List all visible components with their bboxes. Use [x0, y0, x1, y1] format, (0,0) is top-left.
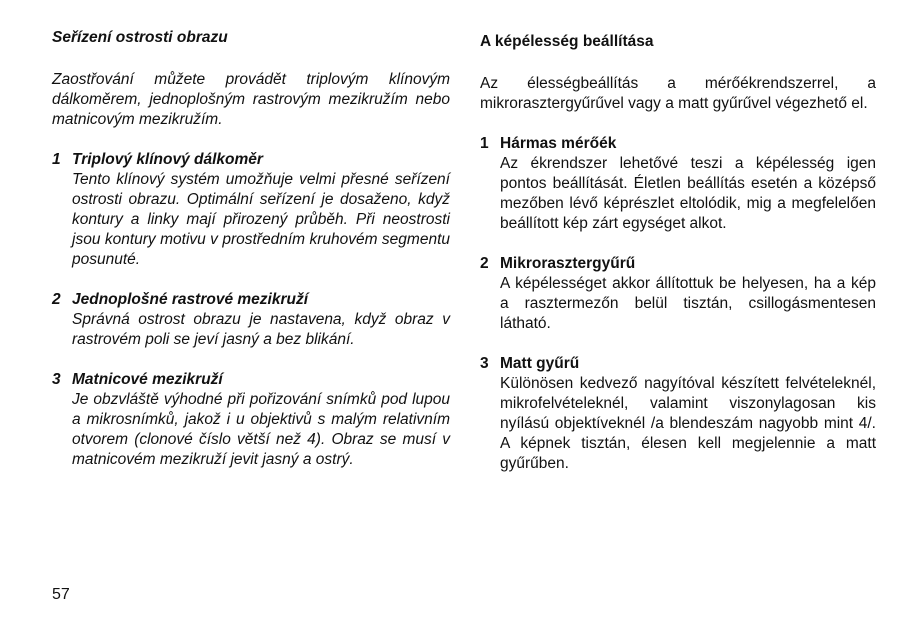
- left-section-3-number: 3: [52, 371, 61, 388]
- left-section-1-text: Tento klínový systém umožňuje velmi přesné seřízení ostrosti obrazu. Optimální seřízení je dosaženo, když kontury a linky mají přirozený průběh. Při neostrosti jsou kontury motivu v prostředním kruhovém segmentu posunuté.: [72, 171, 450, 268]
- right-intro: Az élességbeállítás a mérőékrendszerrel, a mikrorasztergyűrűvel vagy a matt gyűrűvel végezhető el.: [480, 75, 876, 112]
- left-section-3: [52, 370, 450, 470]
- right-section-3-text: Különösen kedvező nagyítóval készített felvételeknél, mikrofelvételeknél, valamint viszonylagosan kis nyílású objektíveknél /a blendeszám nagyobb mint 4/. A képnek tisztán, élesen kell megjelennie a matt gyűrűben.: [500, 375, 876, 472]
- right-section-2: [480, 254, 876, 334]
- left-section-2-title: Jednoplošné rastrové mezikruží: [72, 291, 309, 308]
- left-section-2: [52, 290, 450, 350]
- right-section-2-number: 2: [480, 255, 489, 272]
- page-number: 57: [52, 586, 70, 603]
- left-section-1-title: Triplový klínový dálkoměr: [72, 151, 263, 168]
- right-section-3-number: 3: [480, 355, 489, 372]
- left-section-1-number: 1: [52, 151, 61, 168]
- right-heading: A képélesség beállítása: [480, 33, 654, 50]
- right-section-2-text: A képélességet akkor állítottuk be helyesen, ha a kép a rasztermezőn belül tisztán, csillogásmentesen látható.: [500, 275, 876, 332]
- right-section-1-text: Az ékrendszer lehetővé teszi a képélesség igen pontos beállítását. Életlen beállítás esetén a középső mezőben lévő képrészlet eltolódik, mig a megfelelően beállított kép zárt egységet alkot.: [500, 155, 876, 232]
- right-section-3: [480, 354, 876, 474]
- left-section-2-number: 2: [52, 291, 61, 308]
- left-section-3-text: Je obzvláště výhodné při pořizování snímků pod lupou a mikrosnímků, jakož i u objektivů s malým relativním otvorem (clonové číslo větší než 4). Obraz se musí v matnicovém mezikruží jevit jasný a ostrý.: [72, 391, 450, 468]
- right-section-1: [480, 134, 876, 234]
- left-section-2-text: Správná ostrost obrazu je nastavena, když obraz v rastrovém poli se jeví jasný a bez blikání.: [72, 311, 450, 348]
- right-section-2-title: Mikrorasztergyűrű: [500, 255, 636, 272]
- right-section-1-number: 1: [480, 135, 489, 152]
- left-column-czech: [52, 28, 450, 490]
- left-section-3-title: Matnicové mezikruží: [72, 371, 223, 388]
- left-heading: Seřízení ostrosti obrazu: [52, 29, 228, 46]
- left-section-1: [52, 150, 450, 270]
- right-section-3-title: Matt gyűrű: [500, 355, 580, 372]
- right-column-hungarian: [480, 28, 876, 494]
- left-intro: Zaostřování můžete provádět triplovým klínovým dálkoměrem, jednoplošným rastrovým mezikružím nebo matnicovým mezikružím.: [52, 71, 450, 128]
- right-section-1-title: Hármas mérőék: [500, 135, 617, 152]
